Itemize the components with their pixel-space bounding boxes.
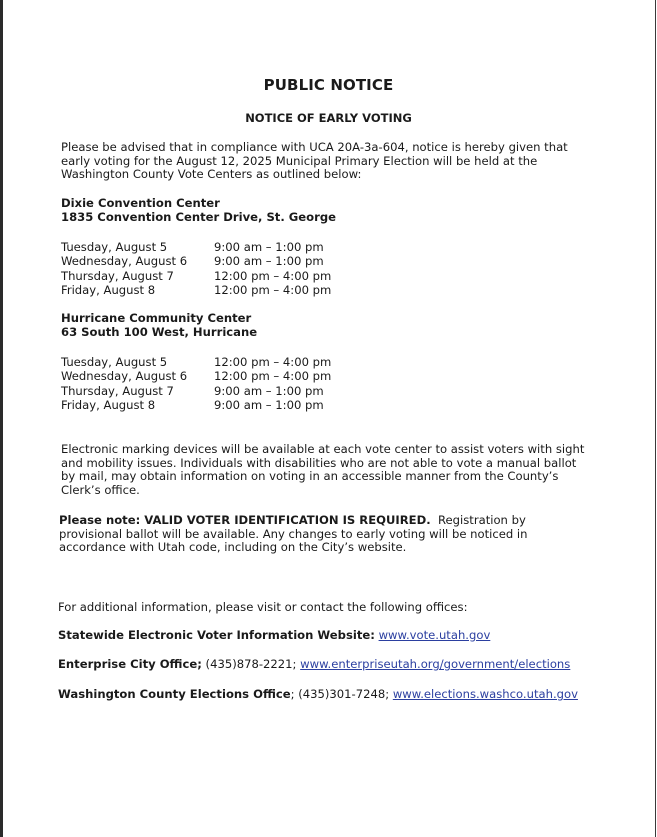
schedule-hours: 12:00 pm – 4:00 pm <box>214 268 332 283</box>
accessibility-line: by mail, may obtain information on voting in an accessible manner from the County’s <box>61 469 559 484</box>
enterprise-elections-link[interactable]: www.enterpriseutah.org/government/elections <box>300 657 571 671</box>
accessibility-line: and mobility issues. Individuals with disabilities who are not able to vote a manual ballot <box>61 455 577 470</box>
contact-phone: (435)878-2221; <box>201 657 301 671</box>
note-line <box>59 514 619 528</box>
schedule-day: Friday, August 8 <box>61 397 156 412</box>
note-bold: Please note: VALID VOTER IDENTIFICATION IS REQUIRED. <box>59 513 431 527</box>
intro-line: early voting for the August 12, 2025 Municipal Primary Election will be held at the <box>61 153 538 168</box>
accessibility-line: Electronic marking devices will be available at each vote center to assist voters with sight <box>61 442 585 456</box>
schedule-day: Tuesday, August 5 <box>61 240 168 254</box>
schedule-day: Wednesday, August 6 <box>61 254 188 269</box>
schedule-day: Friday, August 8 <box>61 282 156 297</box>
schedule-row <box>61 355 331 369</box>
schedule-row <box>61 384 331 398</box>
location-address: 1835 Convention Center Drive, St. George <box>61 209 336 224</box>
schedule-day: Wednesday, August 6 <box>61 369 188 384</box>
schedule-row <box>61 269 331 283</box>
schedule-day: Thursday, August 7 <box>61 268 174 283</box>
location-name: Hurricane Community Center <box>61 311 252 325</box>
contacts-intro: For additional information, please visit or contact the following offices: <box>58 600 468 614</box>
intro-paragraph <box>61 141 591 182</box>
schedule-hours: 9:00 am – 1:00 pm <box>214 397 324 412</box>
schedule-row <box>61 240 331 254</box>
contact-statewide <box>58 628 490 642</box>
washco-elections-link[interactable]: www.elections.washco.utah.gov <box>392 687 578 701</box>
schedule-hours: 9:00 am – 1:00 pm <box>214 383 324 398</box>
location-dixie-schedule <box>61 240 331 297</box>
location-dixie-header <box>61 197 591 224</box>
note-line: accordance with Utah code, including on the City’s website. <box>59 540 407 555</box>
page-subtitle: NOTICE OF EARLY VOTING <box>245 111 412 125</box>
schedule-day: Tuesday, August 5 <box>61 355 168 369</box>
contact-label: Enterprise City Office; <box>58 657 202 671</box>
vote-utah-link[interactable]: www.vote.utah.gov <box>378 628 491 642</box>
schedule-row <box>61 398 331 412</box>
location-hurricane-header <box>61 312 591 339</box>
scan-left-edge <box>0 0 3 837</box>
location-name: Dixie Convention Center <box>61 196 220 210</box>
scan-right-edge <box>655 0 656 837</box>
schedule-hours: 9:00 am – 1:00 pm <box>214 240 324 254</box>
schedule-hours: 12:00 pm – 4:00 pm <box>214 355 332 369</box>
schedule-row <box>61 254 331 268</box>
intro-line: Washington County Vote Centers as outlined below: <box>61 167 362 182</box>
contact-label: Statewide Electronic Voter Information Website: <box>58 628 375 642</box>
note-line: provisional ballot will be available. Any changes to early voting will be noticed in <box>59 526 528 541</box>
contact-label: Washington County Elections Office <box>58 687 291 701</box>
voter-id-note <box>59 514 619 555</box>
schedule-row <box>61 369 331 383</box>
schedule-hours: 9:00 am – 1:00 pm <box>214 254 324 269</box>
contact-washington-county <box>58 687 578 701</box>
accessibility-paragraph <box>61 443 591 497</box>
contact-enterprise <box>58 657 570 671</box>
location-hurricane-schedule <box>61 355 331 412</box>
intro-line: Please be advised that in compliance with UCA 20A-3a-604, notice is hereby given that <box>61 140 568 154</box>
schedule-hours: 12:00 pm – 4:00 pm <box>214 282 332 297</box>
location-address: 63 South 100 West, Hurricane <box>61 324 258 339</box>
schedule-hours: 12:00 pm – 4:00 pm <box>214 369 332 384</box>
accessibility-line: Clerk’s office. <box>61 482 140 497</box>
contact-phone: ; (435)301-7248; <box>290 687 393 701</box>
schedule-row <box>61 283 331 297</box>
schedule-day: Thursday, August 7 <box>61 383 174 398</box>
note-text: Registration by <box>430 513 526 527</box>
page-title: PUBLIC NOTICE <box>263 76 394 94</box>
